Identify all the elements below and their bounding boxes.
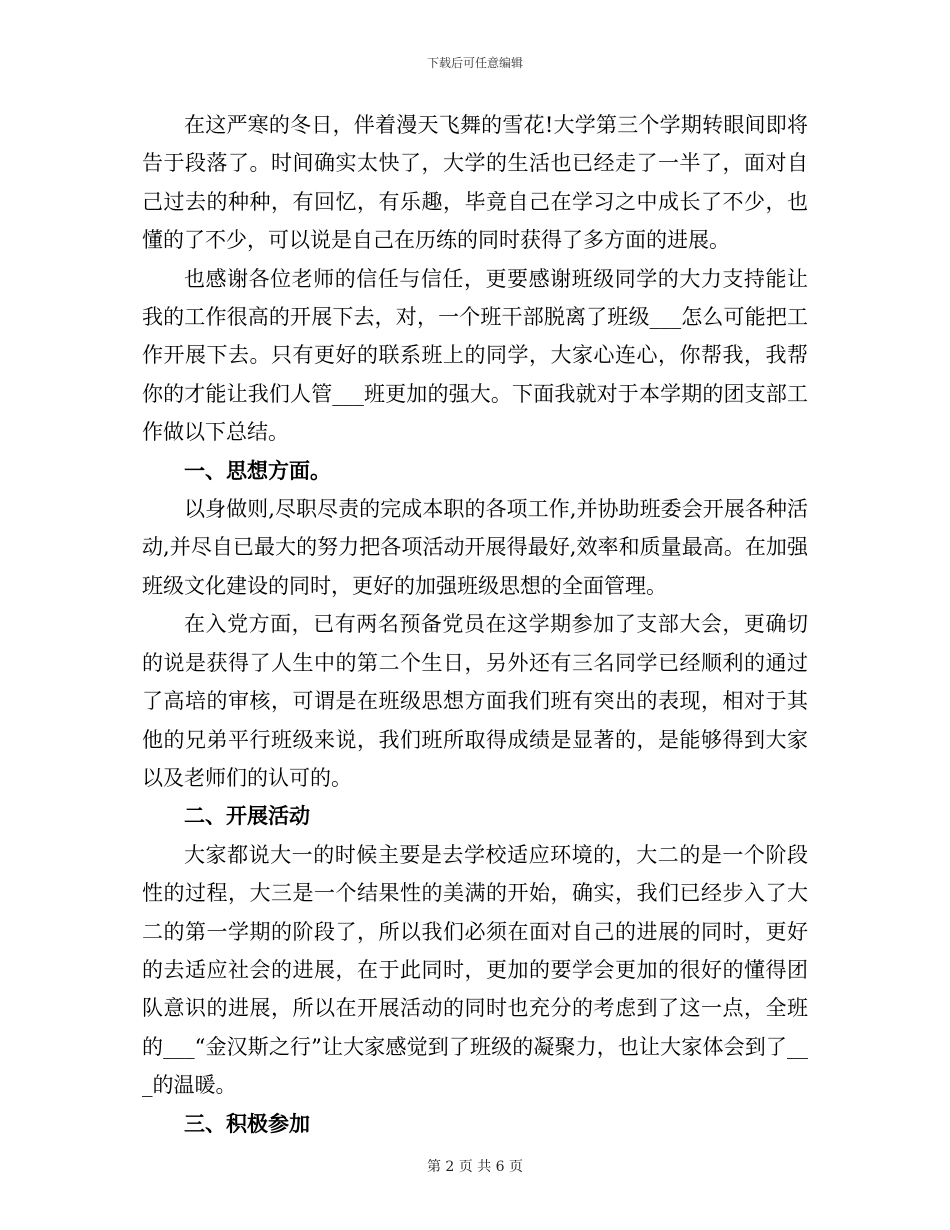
section-heading-ideology: 一、思想方面。 [184,457,331,483]
paragraph-ideology-work: 以身做则,尽职尽责的完成本职的各项工作,并协助班委会开展各种活动,并尽自已最大的努力把各项活动开展得最好,效率和质量最高。在加强班级文化建设的同时，更好的加强班级思想的全面管理。 [142,497,808,598]
paragraph-party-membership: 在入党方面，已有两名预备党员在这学期参加了支部大会，更确切的说是获得了人生中的第二个生日，另外还有三名同学已经顺利的通过了高培的审核，可谓是在班级思想方面我们班有突出的表现，相对于其他的兄弟平行班级来说，我们班所取得成绩是显著的，是能够得到大家以及老师们的认可的。 [142,612,808,790]
section-heading-participation: 三、积极参加 [184,1110,310,1136]
page-number: 第 2 页 共 6 页 [426,1159,524,1175]
paragraph-thanks: 也感谢各位老师的信任与信任，更要感谢班级同学的大力支持能让我的工作很高的开展下去，对，一个班干部脱离了班级___怎么可能把工作开展下去。只有更好的联系班上的同学，大家心连心，你帮我，我帮你的才能让我们人管___班更加的强大。下面我就对于本学期的团支部工作做以下总结。 [142,266,808,445]
paragraph-activities: 大家都说大一的时候主要是去学校适应环境的，大二的是一个阶段性的过程，大三是一个结果性的美满的开始，确实，我们已经步入了大二的第一学期的阶段了，所以我们必须在面对自己的进展的同时，更好的去适应社会的进展，在于此同时，更加的要学会更加的很好的懂得团队意识的进展，所以在开展活动的同时也充分的考虑到了这一点，全班的___“金汉斯之行”让大家感觉到了班级的凝聚力，也让大家体会到了___的温暖。 [142,842,808,1098]
page-header: 下载后可任意编辑 [426,56,523,70]
section-heading-activities: 二、开展活动 [184,803,310,829]
document-body [142,106,808,1143]
paragraph-intro: 在这严寒的冬日，伴着漫天飞舞的雪花!大学第三个学期转眼间即将告于段落了。时间确实太快了，大学的生活也已经走了一半了，面对自己过去的种种，有回忆，有乐趣，毕竟自己在学习之中成长了不少，也懂的了不少，可以说是自己在历练的同时获得了多方面的进展。 [142,113,808,253]
